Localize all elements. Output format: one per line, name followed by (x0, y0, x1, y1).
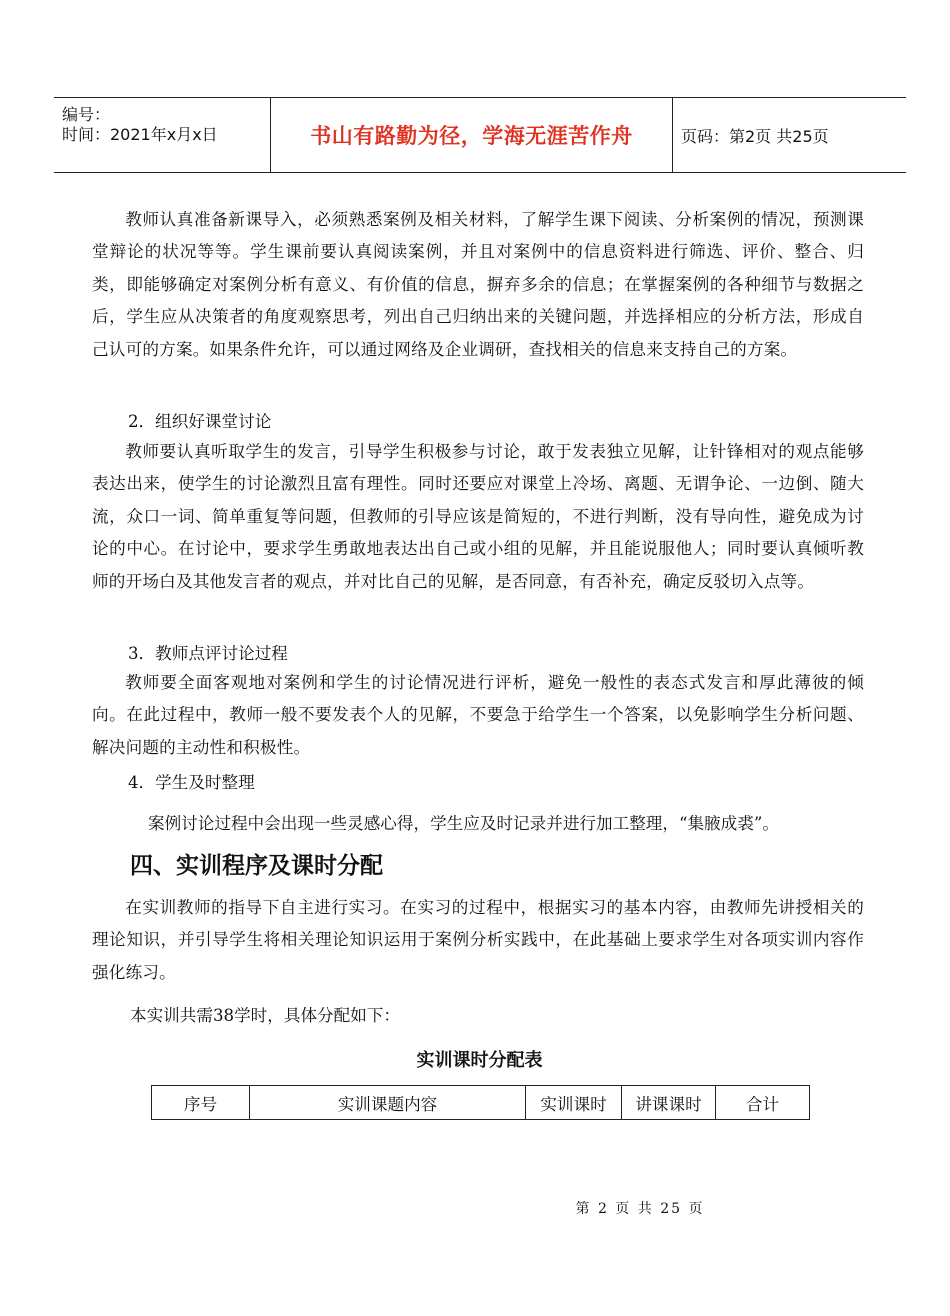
header-meta-cell (54, 98, 271, 172)
paragraph-prep: 教师认真准备新课导入，必须熟悉案例及相关材料，了解学生课下阅读、分析案例的情况，预测课堂辩论的状况等等。学生课前要认真阅读案例，并且对案例中的信息资料进行筛选、评价、整合、归类，即能够确定对案例分析有意义、有价值的信息，摒弃多余的信息；在掌握案例的各种细节与数据之后，学生应从决策者的角度观察思考，列出自己归纳出来的关键问题，并选择相应的分析方法，形成自己认可的方案。如果条件允许，可以通过网络及企业调研，查找相关的信息来支持自己的方案。 (92, 210, 864, 359)
page-header (54, 97, 906, 173)
paragraph-discussion: 教师要认真听取学生的发言，引导学生积极参与讨论，敢于发表独立见解，让针锋相对的观点能够表达出来，使学生的讨论激烈且富有理性。同时还要应对课堂上冷场、离题、无谓争论、一边倒、随大流，众口一词、简单重复等问题，但教师的引导应该是简短的，不进行判断，没有导向性，避免成为讨论的中心。在讨论中，要求学生勇敢地表达出自己或小组的见解，并且能说服他人；同时要认真倾听教师的开场白及其他发言者的观点，并对比自己的见解，是否同意，有否补充，确定反驳切入点等。 (92, 442, 864, 591)
page-label: 页码：第2页 共25页 (681, 126, 829, 146)
col-lecture-hours: 讲课课时 (622, 1086, 716, 1120)
section-heading: 四、实训程序及课时分配 (130, 853, 383, 879)
item-heading-4: 4．学生及时整理 (128, 773, 255, 792)
paragraph-procedure: 在实训教师的指导下自主进行实习。在实习的过程中，根据实习的基本内容，由教师先讲授相关的理论知识，并引导学生将相关理论知识运用于案例分析实践中，在此基础上要求学生对各项实训内容作强化练习。 (92, 898, 864, 982)
item-heading-3: 3．教师点评讨论过程 (128, 644, 288, 663)
col-total: 合计 (716, 1086, 810, 1120)
col-topic: 实训课题内容 (250, 1086, 526, 1120)
item-heading-2: 2．组织好课堂讨论 (128, 412, 272, 431)
col-practice-hours: 实训课时 (526, 1086, 622, 1120)
header-page-cell (673, 98, 906, 172)
table-caption: 实训课时分配表 (416, 1050, 543, 1071)
page-footer: 第 2 页 共 25 页 (575, 1201, 705, 1217)
number-label: 编号： (62, 105, 111, 124)
motto: 书山有路勤为径，学海无涯苦作舟 (310, 124, 633, 148)
table-header-row (152, 1086, 810, 1120)
paragraph-comment: 教师要全面客观地对案例和学生的讨论情况进行评析，避免一般性的表态式发言和厚此薄彼的倾向。在此过程中，教师一般不要发表个人的见解，不要急于给学生一个答案，以免影响学生分析问题、解决问题的主动性和积极性。 (92, 673, 864, 757)
header-motto-cell (271, 98, 673, 172)
col-index: 序号 (152, 1086, 250, 1120)
paragraph-hours: 本实训共需38学时，具体分配如下： (130, 1006, 401, 1025)
time-label: 时间：2021年x月x日 (62, 125, 218, 144)
allocation-table (151, 1085, 810, 1120)
paragraph-organize: 案例讨论过程中会出现一些灵感心得，学生应及时记录并进行加工整理，“集腋成裘”。 (148, 814, 779, 833)
